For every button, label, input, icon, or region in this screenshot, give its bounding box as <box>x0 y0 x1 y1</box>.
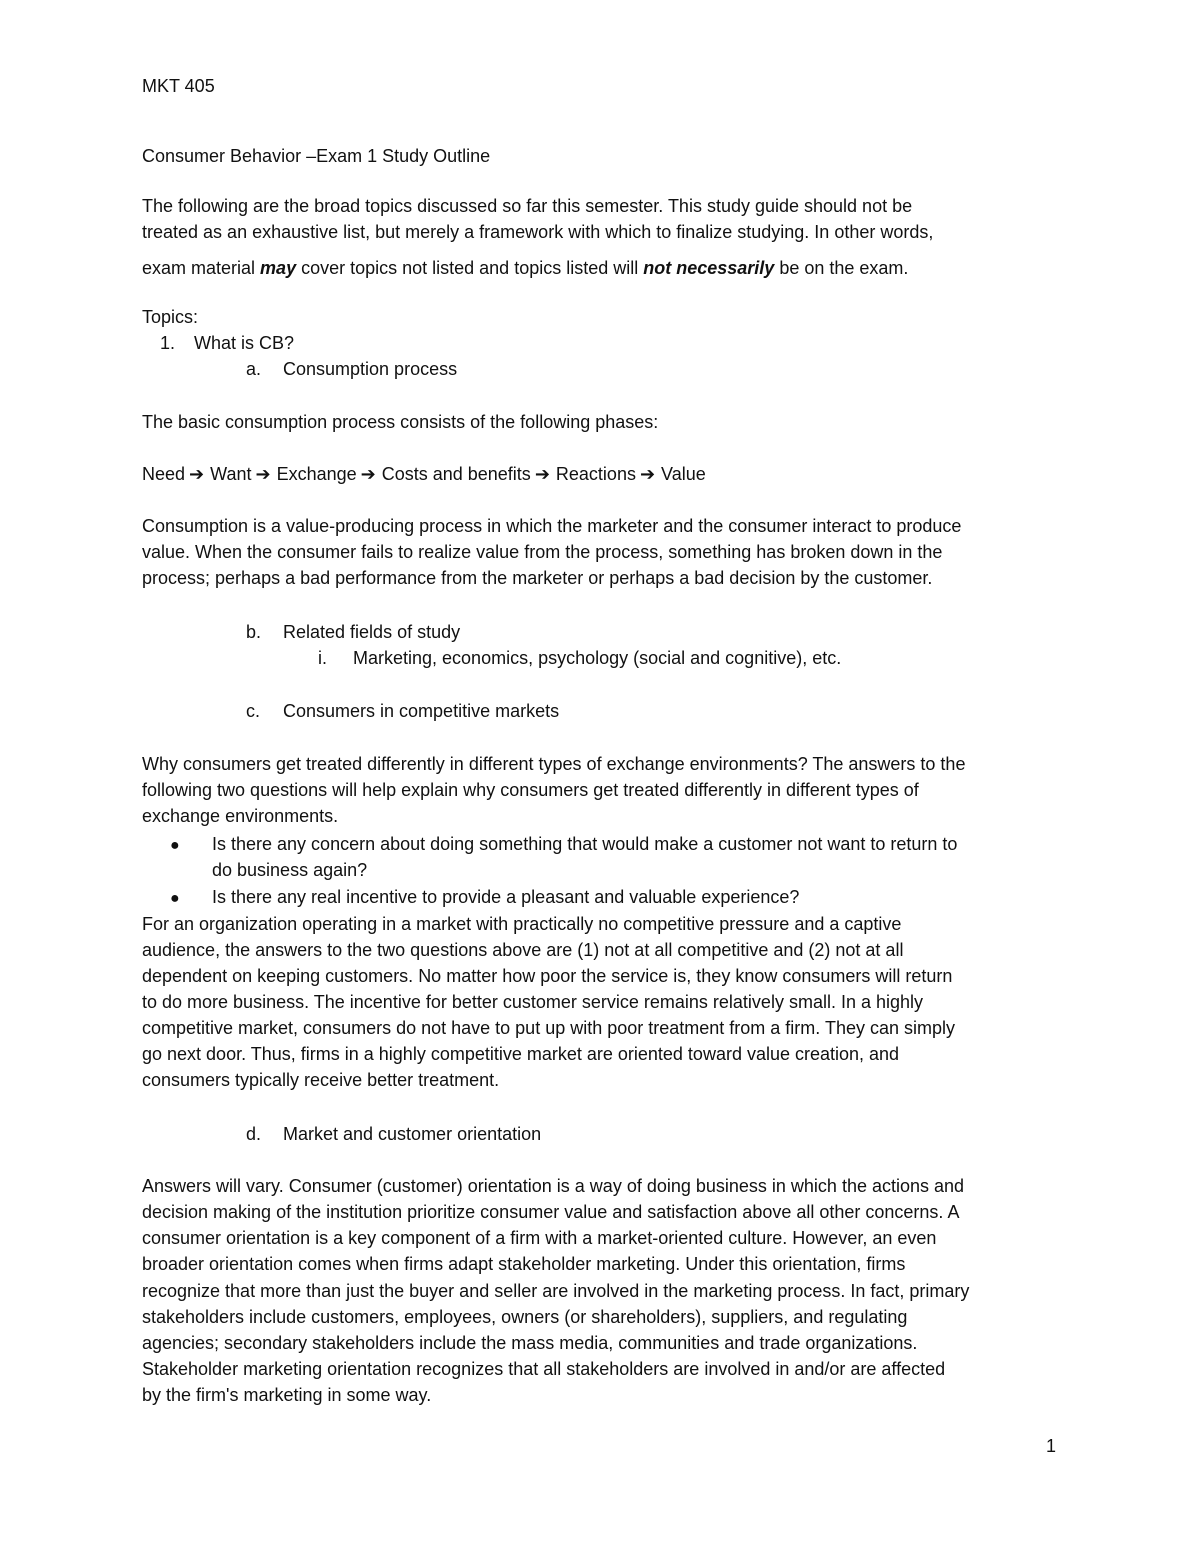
subtopic-c <box>246 699 559 723</box>
phase-exchange: Exchange <box>276 464 357 484</box>
bullet-text: Is there any real incentive to provide a pleasant and valuable experience? <box>212 887 800 907</box>
emphasis-may: may <box>260 258 297 278</box>
org-para-line: competitive market, consumers do not have to put up with poor treatment from a firm. They can simply <box>142 1018 956 1038</box>
subtopic-label: Related fields of study <box>283 622 461 642</box>
org-para-line: go next door. Thus, firms in a highly competitive market are oriented toward value creation, and <box>142 1044 900 1064</box>
bullet-text: Is there any concern about doing something that would make a customer not want to return to <box>212 834 958 854</box>
emphasis-not-necessarily: not necessarily <box>643 258 775 278</box>
orientation-para-line: stakeholders include customers, employees, owners (or shareholders), suppliers, and regulating <box>142 1307 908 1327</box>
orientation-para-line: Stakeholder marketing orientation recognizes that all stakeholders are involved in and/or are affected <box>142 1359 946 1379</box>
orientation-para-line: agencies; secondary stakeholders include the mass media, communities and trade organizations. <box>142 1333 918 1353</box>
document-title: Consumer Behavior –Exam 1 Study Outline <box>142 146 491 166</box>
competitive-para-line: Why consumers get treated differently in different types of exchange environments? The answers to the <box>142 754 966 774</box>
competitive-para-line: following two questions will help explain why consumers get treated differently in different types of <box>142 780 919 800</box>
consumption-para-line: value. When the consumer fails to realize value from the process, something has broken down in the <box>142 542 943 562</box>
subtopic-a <box>246 357 457 381</box>
consumption-para-line: Consumption is a value-producing process in which the marketer and the consumer interact to produce <box>142 516 962 536</box>
bullet-icon: ● <box>170 837 180 854</box>
subtopic-b <box>246 620 460 644</box>
consumption-para-line: process; perhaps a bad performance from the marketer or perhaps a bad decision by the customer. <box>142 568 933 588</box>
org-para-line: dependent on keeping customers. No matter how poor the service is, they know consumers will return <box>142 966 953 986</box>
intro-text: be on the exam. <box>774 258 909 278</box>
topics-label: Topics: <box>142 307 199 327</box>
org-para-line: to do more business. The incentive for better customer service remains relatively small. In a highly <box>142 992 924 1012</box>
list-number: 1. <box>160 333 176 353</box>
intro-line-3 <box>142 256 908 280</box>
arrow-icon: ➔ <box>255 464 271 484</box>
subtopic-label: Consumption process <box>283 359 458 379</box>
intro-line-2: treated as an exhaustive list, but merely a framework with which to finalize studying. In other words, <box>142 222 934 242</box>
consumption-intro: The basic consumption process consists of the following phases: <box>142 412 659 432</box>
orientation-para-line: Answers will vary. Consumer (customer) orientation is a way of doing business in which the actions and <box>142 1176 965 1196</box>
topic-item-1 <box>160 331 294 355</box>
list-letter: d. <box>246 1124 262 1144</box>
orientation-para-line: decision making of the institution prioritize consumer value and satisfaction above all other concerns. A <box>142 1202 960 1222</box>
bullet-icon: ● <box>170 890 180 907</box>
topic-item-label: What is CB? <box>194 333 295 353</box>
subtopic-label: Consumers in competitive markets <box>283 701 560 721</box>
subtopic-b-i <box>318 646 841 670</box>
list-roman: i. <box>318 648 327 668</box>
intro-text: exam material <box>142 258 261 278</box>
orientation-para-line: by the firm's marketing in some way. <box>142 1385 432 1405</box>
phase-want: Want <box>210 464 252 484</box>
orientation-para-line: consumer orientation is a key component of a firm with a market-oriented culture. However, an even <box>142 1228 937 1248</box>
intro-text: cover topics not listed and topics listed will <box>296 258 644 278</box>
list-letter: c. <box>246 701 261 721</box>
subtopic-d <box>246 1122 541 1146</box>
org-para-line: consumers typically receive better treatment. <box>142 1070 500 1090</box>
phase-value: Value <box>661 464 706 484</box>
orientation-para-line: broader orientation comes when firms adapt stakeholder marketing. Under this orientation, firms <box>142 1254 906 1274</box>
arrow-icon: ➔ <box>360 464 376 484</box>
phase-sequence <box>142 462 706 486</box>
bullet-continuation: do business again? <box>212 860 368 880</box>
subtopic-label: Marketing, economics, psychology (social and cognitive), etc. <box>353 648 842 668</box>
phase-reactions: Reactions <box>555 464 636 484</box>
orientation-para-line: recognize that more than just the buyer and seller are involved in the marketing process. In fact, primary <box>142 1281 970 1301</box>
arrow-icon: ➔ <box>639 464 656 484</box>
course-header: MKT 405 <box>142 76 215 96</box>
bullet-item <box>170 885 799 911</box>
org-para-line: audience, the answers to the two questions above are (1) not at all competitive and (2) not at all <box>142 940 904 960</box>
subtopic-label: Market and customer orientation <box>283 1124 542 1144</box>
arrow-icon: ➔ <box>189 464 205 484</box>
intro-line-1: The following are the broad topics discussed so far this semester. This study guide should not be <box>142 196 913 216</box>
arrow-icon: ➔ <box>534 464 550 484</box>
page-number: 1 <box>1046 1436 1057 1456</box>
org-para-line: For an organization operating in a market with practically no competitive pressure and a captive <box>142 914 902 934</box>
bullet-item <box>170 832 957 858</box>
phase-costs-benefits: Costs and benefits <box>381 464 531 484</box>
list-letter: b. <box>246 622 262 642</box>
phase-need: Need <box>142 464 186 484</box>
list-letter: a. <box>246 359 262 379</box>
competitive-para-line: exchange environments. <box>142 806 339 826</box>
